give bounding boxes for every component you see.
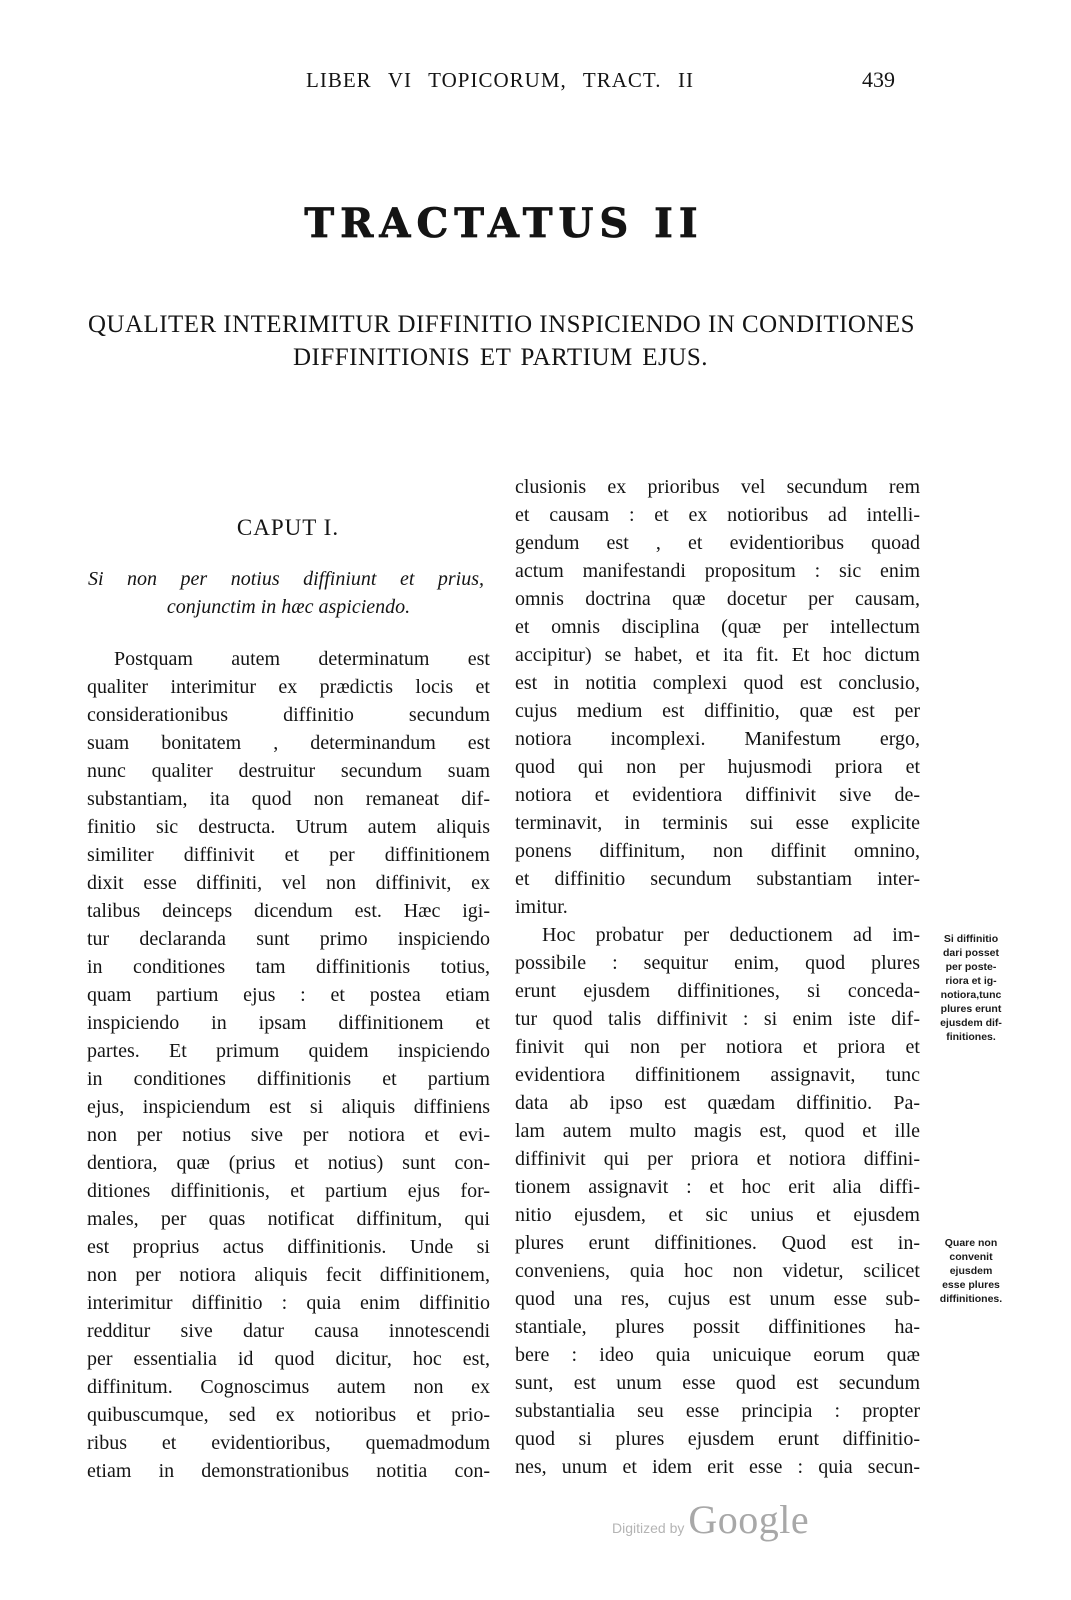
text-line-content: bere : ideo quia unicuique eorum quæ xyxy=(515,1344,920,1366)
treatise-subtitle-line xyxy=(88,309,915,341)
text-line-content: nes, unum et idem erit esse : quia secun- xyxy=(515,1456,920,1478)
text-line-content: Hoc probatur per deductionem ad im- xyxy=(542,924,920,946)
text-line-content: possibile : sequitur enim, quod plures xyxy=(515,952,920,974)
text-line xyxy=(515,1341,920,1369)
text-line xyxy=(515,809,920,837)
running-title xyxy=(306,66,694,94)
text-line-content: dentiora, quæ (prius et notius) sunt con- xyxy=(87,1152,490,1174)
margin-note-line xyxy=(926,1002,1016,1016)
margin-note-text: Si diffinitio xyxy=(943,933,999,945)
text-line-content: nunc qualiter destruitur secundum suam xyxy=(87,760,490,782)
text-line xyxy=(515,585,920,613)
text-line xyxy=(515,977,920,1005)
text-line xyxy=(87,1233,490,1261)
text-line-content: accipitur) se habet, et ita fit. Et hoc dictum xyxy=(515,644,920,666)
text-line xyxy=(515,1005,920,1033)
text-line xyxy=(515,725,920,753)
margin-note-line xyxy=(926,1016,1016,1030)
text-line-content: nitio ejusdem, et sic unius et ejusdem xyxy=(515,1204,920,1226)
margin-note-text: notiora,tunc xyxy=(940,989,1002,1001)
margin-note-line xyxy=(926,960,1016,974)
text-line-content: tur declaranda sunt primo inspiciendo xyxy=(87,928,490,950)
treatise-subtitle-line xyxy=(293,342,708,374)
text-line-content: quod qui non per hujusmodi priora et xyxy=(515,756,920,778)
text-line xyxy=(87,1345,490,1373)
margin-note-line xyxy=(926,1264,1016,1278)
text-line xyxy=(515,1033,920,1061)
text-line-content: Postquam autem determinatum est xyxy=(114,648,490,670)
text-line-content: gendum est , et evidentioribus quoad xyxy=(515,532,920,554)
margin-note xyxy=(926,932,1016,1044)
text-line xyxy=(87,1093,490,1121)
text-line-content: non per notiora aliquis fecit diffinitionem, xyxy=(87,1264,490,1286)
text-line xyxy=(87,645,490,673)
margin-note-text: ejusdem dif- xyxy=(940,1017,1002,1029)
text-line xyxy=(515,1145,920,1173)
text-line-content: interimitur diffinitio : quia enim diffinitio xyxy=(87,1292,490,1314)
chapter-summary-text: conjunctim in hæc aspiciendo. xyxy=(166,596,411,618)
text-line xyxy=(87,1121,490,1149)
text-line-content: quam partium ejus : et postea etiam xyxy=(87,984,490,1006)
text-line xyxy=(515,529,920,557)
text-line xyxy=(515,1285,920,1313)
margin-note-line xyxy=(926,1250,1016,1264)
text-line-content: in conditiones diffinitionis et partium xyxy=(87,1068,490,1090)
text-line-content: substantiam, ita quod non remaneat dif- xyxy=(87,788,490,810)
text-line-content: omnis doctrina quæ docetur per causam, xyxy=(515,588,920,610)
text-line xyxy=(515,921,920,949)
margin-note-text: ejusdem xyxy=(949,1265,993,1277)
text-line xyxy=(515,1061,920,1089)
text-line xyxy=(87,1149,490,1177)
chapter-summary-line xyxy=(88,565,484,593)
margin-note-line xyxy=(926,988,1016,1002)
text-line xyxy=(515,893,920,921)
margin-note-text: riora et ig- xyxy=(945,975,997,987)
text-line-content: considerationibus diffinitio secundum xyxy=(87,704,490,726)
text-line xyxy=(87,1205,490,1233)
chapter-heading-text: CAPUT I. xyxy=(236,515,340,540)
page-number: 439 xyxy=(862,67,895,92)
text-line xyxy=(87,785,490,813)
text-line xyxy=(87,953,490,981)
text-line-content: ejus, inspiciendum est si aliquis diffiniens xyxy=(87,1096,490,1118)
text-line xyxy=(515,1397,920,1425)
text-line xyxy=(515,697,920,725)
text-line-content: et causam : et ex notioribus ad intelli- xyxy=(515,504,920,526)
text-line-content: etiam in demonstrationibus notitia con- xyxy=(87,1460,490,1482)
text-line xyxy=(515,557,920,585)
margin-note-line xyxy=(926,974,1016,988)
text-line xyxy=(515,837,920,865)
text-line xyxy=(515,1369,920,1397)
text-line xyxy=(515,1425,920,1453)
text-line-content: finitio sic destructa. Utrum autem aliquis xyxy=(87,816,490,838)
text-line-content: finivit qui non per notiora et priora et xyxy=(515,1036,920,1058)
text-line-content: et omnis disciplina (quæ per intellectum xyxy=(515,616,920,638)
text-line xyxy=(87,1401,490,1429)
margin-note-line xyxy=(926,1236,1016,1250)
text-line-content: sunt, est unum esse quod est secundum xyxy=(515,1372,920,1394)
text-line xyxy=(87,701,490,729)
text-line-content: tur quod talis diffinivit : si enim iste dif- xyxy=(515,1008,920,1030)
text-line xyxy=(87,1429,490,1457)
text-line xyxy=(87,1373,490,1401)
text-line-content: diffinivit qui per priora et notiora diffini- xyxy=(515,1148,920,1170)
text-line-content: partes. Et primum quidem inspiciendo xyxy=(87,1040,490,1062)
margin-note-line xyxy=(926,1292,1016,1306)
digitization-watermark xyxy=(612,1496,809,1546)
text-line-content: stantiale, plures possit diffinitiones ha- xyxy=(515,1316,920,1338)
margin-note-text: diffinitiones. xyxy=(939,1293,1003,1305)
text-line-content: actum manifestandi propositum : sic enim xyxy=(515,560,920,582)
text-line-content: lam autem multo magis est, quod et ille xyxy=(515,1120,920,1142)
text-line xyxy=(87,1457,490,1485)
text-line xyxy=(87,981,490,1009)
margin-note-line xyxy=(926,946,1016,960)
text-line xyxy=(87,1317,490,1345)
text-line-content: est proprius actus diffinitionis. Unde si xyxy=(87,1236,490,1258)
text-line xyxy=(515,1229,920,1257)
text-line-content: data ab ipso est quædam diffinitio. Pa- xyxy=(515,1092,920,1114)
text-line xyxy=(515,473,920,501)
chapter-heading xyxy=(200,513,376,543)
margin-note-text: plures erunt xyxy=(940,1003,1002,1015)
text-line-content: qualiter interimitur ex prædictis locis et xyxy=(87,676,490,698)
text-line xyxy=(87,1177,490,1205)
text-line-content: terminavit, in terminis sui esse explicite xyxy=(515,812,920,834)
text-line xyxy=(87,1065,490,1093)
margin-note-text: esse plures xyxy=(942,1279,1000,1291)
text-line-content: evidentiora diffinitionem assignavit, tunc xyxy=(515,1064,920,1086)
treatise-subtitle-text: QUALITER INTERIMITUR DIFFINITIO INSPICIENDO IN CONDITIONES xyxy=(88,311,915,338)
left-text-column xyxy=(87,645,490,1485)
text-line-content: notiora et evidentiora diffinivit sive de- xyxy=(515,784,920,806)
text-line-content: cujus medium est diffinitio, quæ est per xyxy=(515,700,920,722)
text-line xyxy=(87,1009,490,1037)
text-line-content: clusionis ex prioribus vel secundum rem xyxy=(515,476,920,498)
text-line xyxy=(87,673,490,701)
text-line-content: dixit esse diffiniti, vel non diffinivit, ex xyxy=(87,872,490,894)
text-line-content: notiora incomplexi. Manifestum ergo, xyxy=(515,728,920,750)
text-line-content: inspiciendo in ipsam diffinitionem et xyxy=(87,1012,490,1034)
text-line-content: quibuscumque, sed ex notioribus et prio- xyxy=(87,1404,490,1426)
text-line-content: quod una res, cujus est unum esse sub- xyxy=(515,1288,920,1310)
text-line xyxy=(87,841,490,869)
margin-note-text: dari posset xyxy=(942,947,1000,959)
text-line-content: tionem assignavit : et hoc erit alia diffi- xyxy=(515,1176,920,1198)
text-line xyxy=(515,669,920,697)
watermark-brand-logo: Google xyxy=(688,1497,810,1542)
margin-note-line xyxy=(926,1278,1016,1292)
text-line xyxy=(87,1261,490,1289)
chapter-summary-text: Si non per notius diffiniunt et prius, xyxy=(88,568,484,590)
text-line xyxy=(87,869,490,897)
text-line-content: non per notius sive per notiora et evi- xyxy=(87,1124,490,1146)
text-line xyxy=(87,897,490,925)
text-line-content: diffinitum. Cognoscimus autem non ex xyxy=(87,1376,490,1398)
text-line xyxy=(515,1257,920,1285)
margin-note-text: finitiones. xyxy=(946,1031,996,1043)
text-line xyxy=(515,1453,920,1481)
text-line xyxy=(515,753,920,781)
text-line xyxy=(87,729,490,757)
margin-note-text: convenit xyxy=(949,1251,993,1263)
text-line xyxy=(87,757,490,785)
text-line xyxy=(515,501,920,529)
text-line-content: per essentialia id quod dicitur, hoc est, xyxy=(87,1348,490,1370)
text-line-content: redditur sive datur causa innotescendi xyxy=(87,1320,490,1342)
treatise-title xyxy=(300,200,708,248)
text-line-content: suam bonitatem , determinandum est xyxy=(87,732,490,754)
text-line-content: imitur. xyxy=(515,896,568,918)
text-line-content: plures erunt diffinitiones. Quod est in- xyxy=(515,1232,920,1254)
treatise-title-text: TRACTATUS II xyxy=(304,200,704,247)
text-line xyxy=(87,1289,490,1317)
text-line xyxy=(515,641,920,669)
watermark-prefix: Digitized by xyxy=(612,1520,685,1536)
text-line-content: erunt ejusdem diffinitiones, si conceda- xyxy=(515,980,920,1002)
text-line-content: talibus deinceps dicendum est. Hæc igi- xyxy=(87,900,490,922)
text-line-content: ribus et evidentioribus, quemadmodum xyxy=(87,1432,490,1454)
text-line xyxy=(515,1313,920,1341)
text-line xyxy=(515,1117,920,1145)
text-line xyxy=(515,949,920,977)
text-line xyxy=(87,925,490,953)
text-line-content: quod si plures ejusdem erunt diffinitio- xyxy=(515,1428,920,1450)
text-line xyxy=(87,813,490,841)
text-line-content: ponens diffinitum, non diffinit omnino, xyxy=(515,840,920,862)
margin-note-text: Quare non xyxy=(944,1237,998,1249)
treatise-subtitle-text: DIFFINITIONIS ET PARTIUM EJUS. xyxy=(293,344,708,371)
running-title-text: LIBER VI TOPICORUM, TRACT. II xyxy=(306,68,694,92)
text-line-content: et diffinitio secundum substantiam inter- xyxy=(515,868,920,890)
text-line xyxy=(87,1037,490,1065)
margin-note-line xyxy=(926,1030,1016,1044)
text-line xyxy=(515,1173,920,1201)
text-line-content: similiter diffinivit et per diffinitionem xyxy=(87,844,490,866)
text-line xyxy=(515,865,920,893)
text-line xyxy=(515,1201,920,1229)
margin-note-line xyxy=(926,932,1016,946)
text-line-content: ditiones diffinitionis, et partium ejus for- xyxy=(87,1180,490,1202)
text-line-content: in conditiones tam diffinitionis totius, xyxy=(87,956,490,978)
text-line-content: substantialia seu esse principia : propter xyxy=(515,1400,920,1422)
text-line xyxy=(515,613,920,641)
right-text-column xyxy=(515,473,920,1481)
margin-note-text: per poste- xyxy=(945,961,997,973)
text-line-content: est in notitia complexi quod est conclusio, xyxy=(515,672,920,694)
text-line xyxy=(515,781,920,809)
text-line-content: conveniens, quia hoc non videtur, scilicet xyxy=(515,1260,920,1282)
text-line xyxy=(515,1089,920,1117)
text-line-content: males, per quas notificat diffinitum, qui xyxy=(87,1208,490,1230)
margin-note xyxy=(926,1236,1016,1306)
chapter-summary-line xyxy=(87,593,490,621)
